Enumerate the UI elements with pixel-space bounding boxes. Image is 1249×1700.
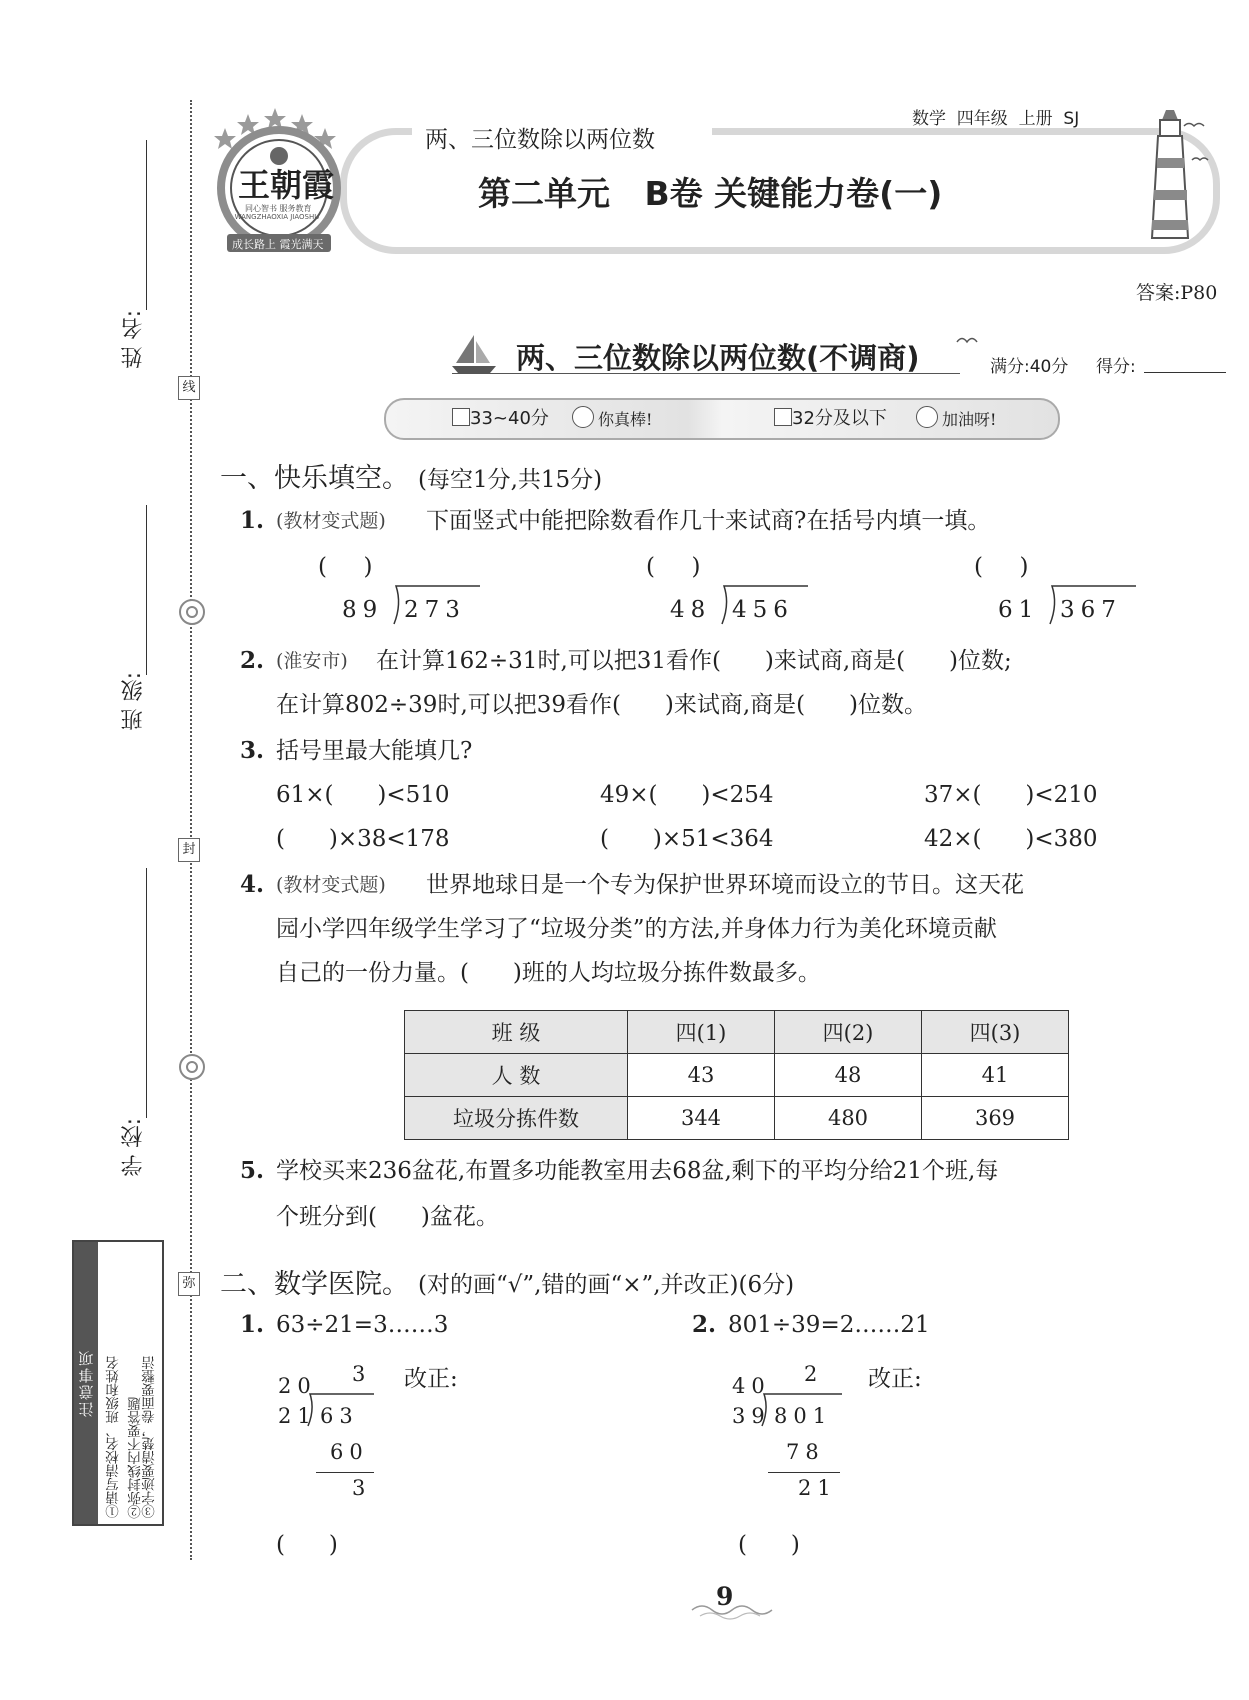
subtraction-line	[768, 1472, 840, 1473]
answer-reference: 答案:P80	[1136, 282, 1218, 304]
q4-line2: 园小学四年级学生学习了“垃圾分类”的方法,并身体力行为美化环境贡献	[276, 916, 997, 942]
q1-dividend: 456	[732, 597, 794, 623]
swirl-ornament-icon	[179, 599, 205, 625]
page-title: 第二单元 B卷 关键能力卷(一)	[478, 174, 943, 213]
subtraction-line	[316, 1472, 374, 1473]
q3-item: ( )×38<178	[276, 826, 450, 852]
notice-item: ②弥封线内不要答题	[128, 1396, 144, 1518]
table-header-cell: 班 级	[405, 1011, 628, 1054]
class-write-line[interactable]	[146, 505, 147, 675]
q4-number: 4.	[240, 871, 265, 898]
topic-label: 两、三位数除以两位数	[425, 127, 655, 153]
fix-label: 改正:	[404, 1366, 458, 1392]
logo-slogan: 同心智书 服务教育	[245, 204, 312, 213]
binding-dotted-line	[190, 100, 192, 1560]
book-meta: 数学 四年级 上册 SJ	[912, 109, 1080, 129]
q4-tag: (教材变式题)	[276, 874, 386, 896]
grade-high-checkbox[interactable]	[452, 408, 470, 426]
logo-ribbon: 成长路上 霞光满天	[232, 238, 324, 251]
school-label: 学 校:	[121, 1118, 146, 1177]
logo-name: 王朝霞	[238, 166, 335, 204]
q3-item: 37×( )<210	[924, 782, 1098, 808]
p2-item2-dividend: 801	[774, 1404, 833, 1428]
score-label: 得分:	[1096, 357, 1136, 377]
p2-item2-expr: 801÷39=2……21	[728, 1312, 930, 1338]
q3-number: 3.	[240, 737, 265, 764]
name-write-line[interactable]	[146, 140, 147, 310]
binding-tag-line: 线	[178, 376, 200, 400]
table-cell: 480	[775, 1097, 922, 1140]
p2-item1-expr: 63÷21=3……3	[276, 1312, 449, 1338]
table-header-cell: 四(2)	[775, 1011, 922, 1054]
score-input-line[interactable]	[1144, 372, 1226, 373]
judge-paren[interactable]: ( )	[738, 1532, 800, 1558]
table-header-cell: 四(3)	[922, 1011, 1069, 1054]
q4-line3: 自己的一份力量。( )班的人均垃圾分拣件数最多。	[276, 960, 821, 986]
binding-tag-secret: 弥	[178, 1272, 200, 1296]
notice-item: ③字迹要清楚，卷面要整洁	[142, 1356, 158, 1518]
class-label: 班 级:	[121, 672, 146, 731]
section-title: 两、三位数除以两位数(不调商)	[516, 341, 920, 375]
q3-item: 61×( )<510	[276, 782, 450, 808]
q2-line1: 在计算162÷31时,可以把31看作( )来试商,商是( )位数;	[376, 648, 1012, 674]
grade-low-checkbox[interactable]	[774, 408, 792, 426]
p2-item2-number: 2.	[692, 1311, 717, 1338]
logo-arc-text: WANGZHAOXIA JIAOSHU	[234, 213, 320, 221]
q1-divisor: 48	[670, 597, 712, 623]
wave-ornament-icon	[690, 1600, 780, 1620]
trash-sorting-table	[404, 1010, 1069, 1140]
q4-line1: 世界地球日是一个专为保护世界环境而设立的节日。这天花	[426, 872, 1024, 898]
p2-item2-trial: 40	[732, 1374, 771, 1398]
p2-item1-trial: 20	[278, 1374, 317, 1398]
p2-item2-divisor: 39	[732, 1404, 771, 1428]
p2-item2-remainder: 21	[798, 1476, 837, 1500]
q1-divisor: 89	[342, 597, 384, 623]
sailboat-icon	[450, 333, 498, 375]
p2-item1-divisor: 21	[278, 1404, 317, 1428]
q2-line2: 在计算802÷39时,可以把39看作( )来试商,商是( )位数。	[276, 692, 927, 718]
fix-label: 改正:	[868, 1366, 922, 1392]
p2-item1-quotient: 3	[352, 1362, 372, 1386]
notice-box	[72, 1240, 164, 1526]
table-cell: 垃圾分拣件数	[405, 1097, 628, 1140]
page-number: 9	[716, 1582, 734, 1611]
bird-icon	[1182, 120, 1212, 180]
grade-low-note: 加油呀!	[942, 410, 997, 429]
q1-dividend: 367	[1060, 597, 1122, 623]
table-cell: 48	[775, 1054, 922, 1097]
swirl-ornament-icon	[179, 1054, 205, 1080]
p2-item2-product: 78	[786, 1440, 825, 1464]
q1-answer-paren[interactable]: ( )	[318, 554, 373, 580]
q3-item: 49×( )<254	[600, 782, 774, 808]
q5-line2: 个班分到( )盆花。	[276, 1204, 499, 1230]
q3-item: ( )×51<364	[600, 826, 774, 852]
p2-item2-quotient: 2	[804, 1362, 824, 1386]
q1-number: 1.	[240, 507, 265, 534]
table-cell: 43	[628, 1054, 775, 1097]
table-cell: 369	[922, 1097, 1069, 1140]
p2-item1-dividend: 63	[320, 1404, 359, 1428]
grade-high-note: 你真棒!	[598, 410, 653, 429]
school-write-line[interactable]	[146, 868, 147, 1118]
bird-icon	[955, 332, 979, 346]
table-row	[405, 1054, 1069, 1097]
name-label: 姓 名:	[121, 310, 146, 369]
part2-note: (对的画“√”,错的画“×”,并改正)(6分)	[418, 1272, 795, 1298]
binding-tag-seal: 封	[178, 838, 200, 862]
table-cell: 人 数	[405, 1054, 628, 1097]
q5-line1: 学校买来236盆花,布置多功能教室用去68盆,剩下的平均分给21个班,每	[276, 1158, 999, 1184]
part1-heading: 一、快乐填空。	[220, 463, 409, 494]
smile-icon	[572, 406, 594, 428]
p2-item1-number: 1.	[240, 1311, 265, 1338]
q1-answer-paren[interactable]: ( )	[974, 554, 1029, 580]
q5-number: 5.	[240, 1157, 265, 1184]
grade-high-label: 33~40分	[470, 408, 549, 429]
q1-dividend: 273	[404, 597, 466, 623]
table-row	[405, 1097, 1069, 1140]
q1-tag: (教材变式题)	[276, 510, 386, 532]
table-header-cell: 四(1)	[628, 1011, 775, 1054]
q3-text: 括号里最大能填几?	[276, 738, 473, 764]
smile-icon	[916, 406, 938, 428]
q3-item: 42×( )<380	[924, 826, 1098, 852]
table-row	[405, 1011, 1069, 1054]
q1-answer-paren[interactable]: ( )	[646, 554, 701, 580]
q1-divisor: 61	[998, 597, 1040, 623]
p2-item1-remainder: 3	[352, 1476, 372, 1500]
full-score: 满分:40分	[990, 357, 1069, 377]
p2-item1-product: 60	[330, 1440, 369, 1464]
q1-text: 下面竖式中能把除数看作几十来试商?在括号内填一填。	[426, 508, 991, 534]
table-cell: 344	[628, 1097, 775, 1140]
notice-item: ①请写清校名、班级和姓名	[106, 1356, 122, 1518]
grade-low-label: 32分及以下	[792, 408, 887, 429]
part1-note: (每空1分,共15分)	[418, 467, 603, 493]
part2-heading: 二、数学医院。	[220, 1269, 409, 1300]
q2-tag: (淮安市)	[276, 650, 348, 672]
notice-title: 注意事项	[74, 1242, 98, 1524]
judge-paren[interactable]: ( )	[276, 1532, 338, 1558]
q2-number: 2.	[240, 647, 265, 674]
table-cell: 41	[922, 1054, 1069, 1097]
